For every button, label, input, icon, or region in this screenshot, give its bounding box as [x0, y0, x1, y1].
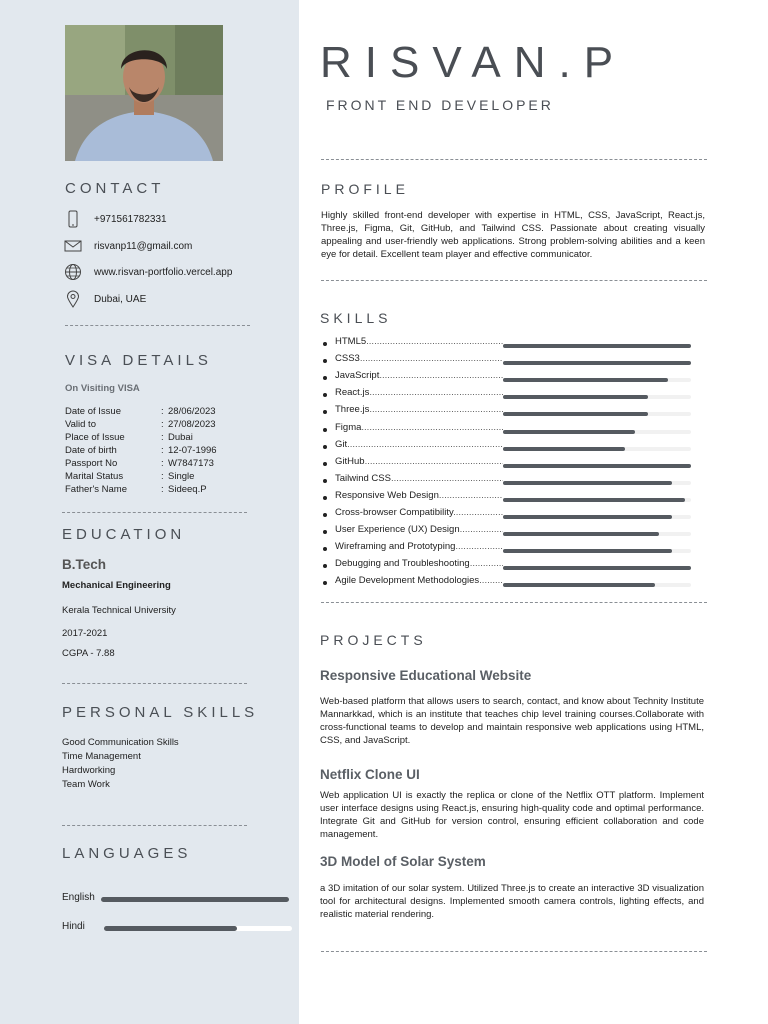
personal-skill-item: Hardworking	[62, 765, 116, 776]
skill-item	[323, 490, 693, 507]
location-pin-icon	[64, 290, 82, 308]
education-years: 2017-2021	[62, 628, 108, 639]
globe-icon	[64, 263, 82, 281]
profile-text: Highly skilled front-end developer with expertise in HTML, CSS, JavaScript, React.js, Three.js, Figma, Git, GitHub, and Tailwind CSS. Passionate about creating visually appealing and user-friendly web applications. Strong problem-solving abilities and a keen eye for detail. Excellent team player and effective communicator.	[321, 210, 705, 260]
projects-heading: PROJECTS	[320, 632, 427, 648]
skill-name: CSS3 .....	[335, 353, 503, 364]
bullet-icon	[323, 445, 327, 449]
visa-row: Passport No : W7847173	[65, 458, 214, 469]
profile-heading: PROFILE	[321, 181, 409, 197]
skill-bar	[503, 430, 635, 434]
phone-icon	[64, 210, 82, 228]
skill-name: Git .....	[335, 439, 503, 450]
education-branch: Mechanical Engineering	[62, 580, 171, 591]
skill-bar-track	[503, 515, 691, 519]
skill-bar-track	[503, 464, 691, 468]
skill-name: User Experience (UX) Design .....	[335, 524, 503, 535]
divider	[321, 602, 707, 603]
education-university: Kerala Technical University	[62, 605, 176, 616]
skill-item	[323, 353, 693, 370]
contact-heading: CONTACT	[65, 180, 165, 197]
bullet-icon	[323, 564, 327, 568]
skill-bar-track	[503, 481, 691, 485]
skill-bar-track	[503, 344, 691, 348]
skill-bar	[503, 344, 691, 348]
language-bar-track	[104, 926, 292, 931]
skill-name: React.js .....	[335, 387, 503, 398]
language-bar-english	[101, 897, 289, 902]
bullet-icon	[323, 530, 327, 534]
skill-item	[323, 439, 693, 456]
language-label-english: English	[62, 892, 95, 903]
visa-heading: VISA DETAILS	[65, 352, 212, 369]
email-text: risvanp11@gmail.com	[94, 240, 193, 252]
skill-item	[323, 473, 693, 490]
visa-row: Marital Status : Single	[65, 471, 195, 482]
bullet-icon	[323, 581, 327, 585]
skill-item	[323, 541, 693, 558]
bullet-icon	[323, 496, 327, 500]
language-bar-hindi	[104, 926, 237, 931]
project-title: Responsive Educational Website	[320, 668, 532, 683]
skill-bar	[503, 447, 625, 451]
divider	[65, 325, 250, 326]
visa-row: Father's Name : Sideeq.P	[65, 484, 207, 495]
language-label-hindi: Hindi	[62, 921, 85, 932]
skill-name: Debugging and Troubleshooting .....	[335, 558, 503, 569]
location-text: Dubai, UAE	[94, 293, 147, 305]
bullet-icon	[323, 359, 327, 363]
project-title: 3D Model of Solar System	[320, 854, 486, 869]
skill-bar	[503, 412, 648, 416]
skill-bar	[503, 498, 685, 502]
education-degree: B.Tech	[62, 557, 107, 572]
skill-name: HTML5 .....	[335, 336, 503, 347]
mail-icon	[64, 237, 82, 255]
skill-bar-track	[503, 566, 691, 570]
skill-item	[323, 422, 693, 439]
skill-bar	[503, 515, 672, 519]
divider	[321, 951, 707, 952]
bullet-icon	[323, 376, 327, 380]
visa-subheading: On Visiting VISA	[65, 383, 140, 394]
bullet-icon	[323, 428, 327, 432]
skill-name: Wireframing and Prototyping .....	[335, 541, 503, 552]
skill-item	[323, 404, 693, 421]
profile-photo	[65, 25, 223, 161]
bullet-icon	[323, 342, 327, 346]
skill-name: GitHub .....	[335, 456, 503, 467]
skill-item	[323, 575, 693, 592]
skill-bar	[503, 378, 668, 382]
personal-skill-item: Team Work	[62, 779, 110, 790]
skill-name: Figma .....	[335, 422, 503, 433]
divider	[62, 512, 247, 513]
education-heading: EDUCATION	[62, 526, 186, 543]
skill-item	[323, 524, 693, 541]
skill-name: Agile Development Methodologies .....	[335, 575, 503, 586]
contact-website[interactable]	[64, 262, 232, 282]
personal-skill-item: Time Management	[62, 751, 141, 762]
skill-bar-track	[503, 378, 691, 382]
skill-name: Three.js .....	[335, 404, 503, 415]
bullet-icon	[323, 547, 327, 551]
visa-row: Date of Issue : 28/06/2023	[65, 406, 216, 417]
contact-email[interactable]	[64, 236, 192, 256]
skill-bar	[503, 583, 655, 587]
contact-phone[interactable]	[64, 209, 167, 229]
skill-name: Cross-browser Compatibility .....	[335, 507, 503, 518]
skill-bar	[503, 464, 691, 468]
project-description: a 3D imitation of our solar system. Utilized Three.js to create an interactive 3D visualization tool for architectural designs. Implemented smooth camera controls, lighting effects, and realistic material rendering.	[320, 883, 704, 920]
skill-bar	[503, 481, 672, 485]
contact-location	[64, 289, 146, 309]
bullet-icon	[323, 410, 327, 414]
skill-bar-track	[503, 498, 691, 502]
languages-heading: LANGUAGES	[62, 845, 192, 862]
language-bar-track	[101, 897, 289, 902]
divider	[321, 280, 707, 281]
personal-skill-item: Good Communication Skills	[62, 737, 179, 748]
project-description: Web application UI is exactly the replica or clone of the Netflix OTT platform. Implement user interface designs using React.js, ensuring high-quality code and optimal performance. Integrate Git and GitHub for version control, ensuring efficient collaboration and code management.	[320, 790, 704, 840]
skill-bar-track	[503, 583, 691, 587]
skill-bar	[503, 361, 691, 365]
skill-item	[323, 336, 693, 353]
bullet-icon	[323, 393, 327, 397]
bullet-icon	[323, 462, 327, 466]
skill-name: Tailwind CSS .....	[335, 473, 503, 484]
skill-bar-track	[503, 395, 691, 399]
website-text: www.risvan-portfolio.vercel.app	[94, 266, 233, 278]
visa-row: Place of Issue : Dubai	[65, 432, 193, 443]
skill-bar-track	[503, 412, 691, 416]
skills-heading: SKILLS	[320, 310, 392, 326]
bullet-icon	[323, 513, 327, 517]
skill-name: JavaScript .....	[335, 370, 503, 381]
skill-item	[323, 387, 693, 404]
visa-row: Valid to : 27/08/2023	[65, 419, 216, 430]
skill-item	[323, 558, 693, 575]
skill-item	[323, 507, 693, 524]
bullet-icon	[323, 479, 327, 483]
skill-bar-track	[503, 447, 691, 451]
skill-bar-track	[503, 361, 691, 365]
skill-item	[323, 456, 693, 473]
skill-bar	[503, 566, 691, 570]
personal-skills-heading: PERSONAL SKILLS	[62, 704, 259, 721]
project-title: Netflix Clone UI	[320, 767, 420, 782]
project-description: Web-based platform that allows users to search, contact, and know about Technity Institute Mannarkkad, which is an institute that teaches chip level training courses.Collaborate with cross-functional teams to develop and maintain responsive web applications using HTML, CSS, and JavaScript.	[320, 696, 704, 746]
candidate-role: FRONT END DEVELOPER	[326, 97, 554, 113]
skill-bar-track	[503, 532, 691, 536]
divider	[62, 825, 247, 826]
skill-name: Responsive Web Design .....	[335, 490, 503, 501]
visa-row: Date of birth : 12-07-1996	[65, 445, 217, 456]
candidate-name: RISVAN.P	[320, 38, 627, 87]
skill-bar-track	[503, 549, 691, 553]
divider	[321, 159, 707, 160]
skill-bar-track	[503, 430, 691, 434]
education-cgpa: CGPA - 7.88	[62, 648, 115, 659]
profile-photo-image	[65, 25, 223, 161]
divider	[62, 683, 247, 684]
skill-item	[323, 370, 693, 387]
phone-text: +971561782331	[94, 213, 167, 225]
skill-bar	[503, 532, 659, 536]
skill-bar	[503, 549, 672, 553]
skill-bar	[503, 395, 648, 399]
